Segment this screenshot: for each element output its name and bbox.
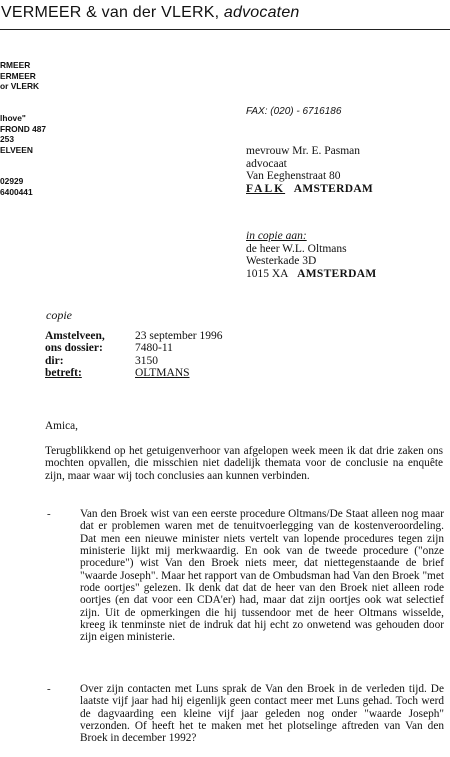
reference-label: betreft:	[45, 367, 82, 380]
office-numbers	[0, 176, 33, 197]
recipient-block	[246, 145, 373, 195]
cc-name: de heer W.L. Oltmans	[246, 242, 347, 255]
reference-value: 23 september 1996	[135, 330, 223, 342]
partner-name: RMEER	[0, 60, 31, 70]
cc-street: Westerkade 3D	[246, 255, 317, 268]
recipient-city: AMSTERDAM	[293, 182, 374, 195]
reference-value: 3150	[135, 354, 158, 367]
cc-postcode: 1015 XA	[246, 267, 289, 280]
reference-label: dir:	[45, 354, 64, 367]
reference-value: OLTMANS	[135, 367, 190, 380]
firm-suffix: advocaten	[223, 4, 300, 21]
reference-value: 7480-11	[135, 342, 173, 355]
header-rule	[0, 29, 450, 30]
recipient-street: Van Eeghenstraat 80	[246, 170, 341, 183]
recipient-name: mevrouw Mr. E. Pasman	[246, 145, 361, 157]
copie-mark: copie	[46, 308, 72, 322]
partner-name: or VLERK	[0, 81, 40, 92]
reference-row	[45, 330, 243, 342]
reference-row	[45, 355, 243, 367]
recipient-title: advocaat	[246, 157, 287, 170]
reference-label: ons dossier:	[45, 342, 103, 355]
recipient-city-code: FALK	[246, 182, 286, 195]
reference-row	[45, 342, 243, 354]
salutation: Amica,	[45, 420, 78, 432]
cc-city: AMSTERDAM	[297, 267, 377, 280]
office-address-line: 253	[0, 134, 14, 145]
reference-label: Amstelveen,	[45, 330, 105, 342]
bullet-mark: -	[47, 508, 51, 520]
partner-name: ERMEER	[0, 70, 36, 81]
office-address	[0, 113, 46, 155]
cc-label: in copie aan:	[246, 230, 307, 242]
point-1-paragraph: Van den Broek wist van een eerste procedure Oltmans/De Staat alleen nog maar dat er problemen waren met de tenuitvoerlegging van de kostenveroordeling. Dat men een nieuwe minister niets vertelt van lopende procedures tegen zijn ministerie lijkt mij merkwaardig. En ook van de tweede procedure ("onze procedure") wist Van den Broek niets meer, dat niettegenstaande de brief "waarde Joseph". Maar het rapport van de Ombudsman had Van den Broek "met rode oortjes" gelezen. Ik denk dat dat de heer van den Broek niet alleen rode oortjes (en dat voor een CDA'er) had, maar dat zijn oortjes ook wat selectief zijn. Uit de opmerkingen die hij tussendoor met de heer Oltmans wisselde, kreeg ik tenminste niet de indruk dat hij echt zo onwetend was gehouden door zijn eigen ministerie.	[80, 508, 444, 644]
point-2-paragraph: Over zijn contacten met Luns sprak de Van den Broek in de verleden tijd. De laatste vijf jaar had hij eigenlijk geen contact meer met Luns gehad. Toch werd de dagvaarding een kleine vijf jaar geleden nog onder "waarde Joseph" verzonden. Of heeft het te maken met het plotselinge aftreden van Van den Broek in december 1992?	[80, 683, 444, 745]
office-address-line: ELVEEN	[0, 144, 33, 155]
partner-names	[0, 60, 39, 92]
firm-main: VERMEER & van der VLERK,	[1, 4, 220, 21]
fax-number: FAX: (020) - 6716186	[246, 106, 342, 117]
bullet-mark: -	[47, 683, 51, 695]
recipient-city-line	[246, 183, 373, 196]
intro-paragraph: Terugblikkend op het getuigenverhoor van afgelopen week meen ik dat drie zaken ons mochten opvallen, die misschien niet dadelijk themata voor de conclusie na enquête zijn, maar waar wij toch conclusies aan kunnen verbinden.	[45, 445, 443, 482]
cc-city-line	[246, 268, 377, 281]
firm-name	[1, 4, 300, 22]
reference-row	[45, 367, 243, 379]
office-number: 02929	[0, 176, 24, 186]
reference-block	[45, 330, 243, 380]
office-number: 6400441	[0, 186, 33, 197]
office-address-line: lhove"	[0, 113, 26, 123]
cc-block	[246, 230, 377, 280]
office-address-line: FROND 487	[0, 123, 47, 134]
